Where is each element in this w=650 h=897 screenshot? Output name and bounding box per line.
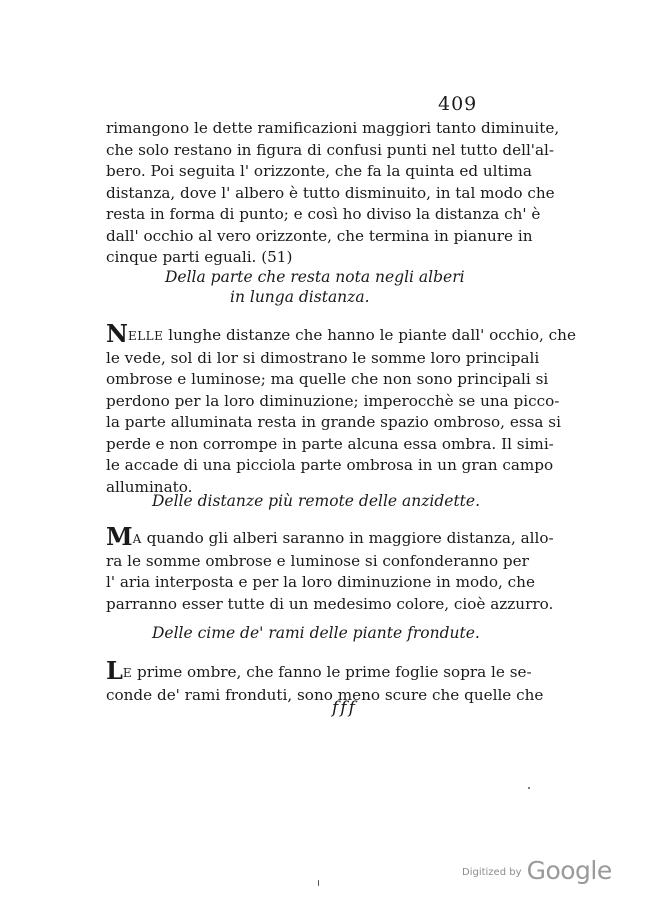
paragraph-section-1 [106, 319, 576, 498]
paragraph-section-3 [106, 656, 544, 706]
digitized-by-label: Digitized by [462, 867, 522, 878]
text-line-first [106, 319, 576, 348]
small-caps: A [132, 532, 142, 546]
text-line: bero. Poi seguita l' orizzonte, che fa la quinta ed ultima [106, 162, 532, 180]
text-line: l' aria interposta e per la loro diminuzione in modo, che [106, 573, 535, 591]
text-line: le accade di una picciola parte ombrosa in un gran campo [106, 456, 554, 474]
section-heading-2: Delle distanze più remote delle anzidette. [152, 492, 481, 510]
text-line: perdono per la loro diminuzione; imperocchè se una picco- [106, 391, 560, 410]
text-line: distanza, dove l' albero è tutto disminuito, in tal modo che [106, 183, 555, 202]
scan-speck [528, 787, 530, 789]
text-line: resta in forma di punto; e così ho diviso la distanza ch' è [106, 205, 541, 223]
text-fragment: lunghe distanze che hanno le piante dall' occhio, che [163, 326, 576, 344]
drop-cap: M [106, 522, 133, 551]
text-line-first [106, 522, 554, 551]
small-caps: E [122, 666, 133, 680]
google-logo: Google [526, 856, 612, 885]
paragraph-section-2 [106, 522, 554, 615]
text-fragment: prime ombre, che fanno le prime foglie sopra le se- [132, 663, 532, 681]
section-heading-3: Delle cime de' rami delle piante frondute. [152, 624, 480, 642]
text-line: rimangono le dette ramificazioni maggiori tanto diminuite, [106, 119, 560, 137]
google-watermark [462, 856, 612, 885]
page-number: 409 [438, 93, 478, 115]
section-heading-1-line-2: in lunga distanza. [230, 288, 370, 306]
text-line: le vede, sol di lor si dimostrano le somme loro principali [106, 348, 540, 367]
small-caps: ELLE [127, 329, 164, 343]
catchword: fff [332, 698, 357, 718]
text-line: alluminato. [106, 477, 193, 496]
section-heading-1-line-1: Della parte che resta nota negli alberi [165, 268, 465, 286]
scan-speck [318, 880, 319, 886]
text-line: ombrose e luminose; ma quelle che non sono principali si [106, 370, 549, 388]
drop-cap: N [106, 319, 128, 348]
drop-cap: L [106, 656, 123, 685]
text-line: dall' occhio al vero orizzonte, che termina in pianure in [106, 226, 533, 245]
text-line: cinque parti eguali. (51) [106, 248, 293, 266]
paragraph-continuation [106, 118, 560, 269]
text-line: che solo restano in figura di confusi punti nel tutto dell'al- [106, 140, 555, 159]
text-line: la parte alluminata resta in grande spazio ombroso, essa si [106, 413, 561, 431]
text-line-first [106, 656, 532, 685]
text-line: perde e non corrompe in parte alcuna essa ombra. Il simi- [106, 434, 554, 453]
text-line: conde de' rami fronduti, sono meno scure che quelle che [106, 685, 544, 704]
text-line: ra le somme ombrose e luminose si confonderanno per [106, 551, 529, 570]
text-line: parranno esser tutte di un medesimo colore, cioè azzurro. [106, 594, 554, 613]
text-fragment: quando gli alberi saranno in maggiore distanza, allo- [141, 529, 554, 547]
